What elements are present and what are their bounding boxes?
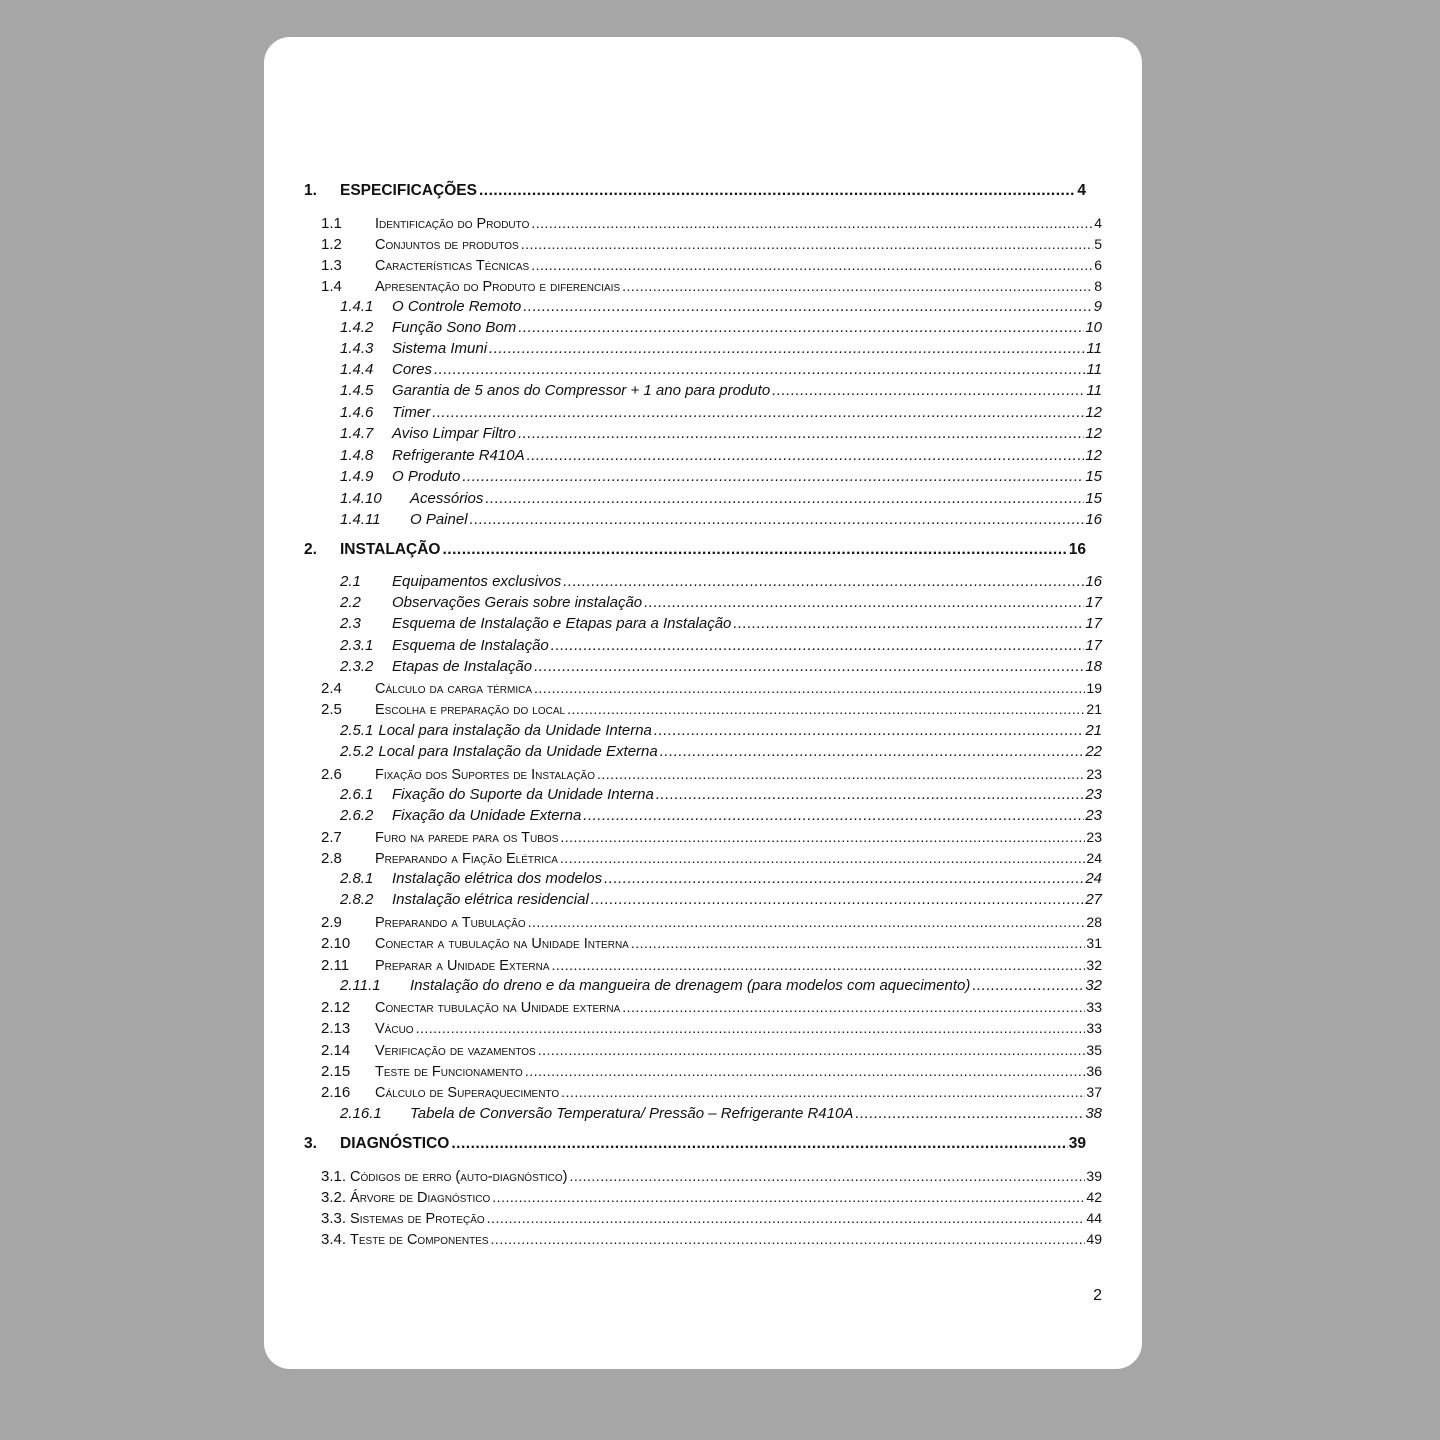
toc-dot-leader <box>560 827 1085 847</box>
toc-entry-title: Garantia de 5 anos do Compressor + 1 ano para produto <box>392 382 771 399</box>
toc-entry-title: Características Técnicas <box>375 258 530 274</box>
toc-entry-number: 2.8.1 <box>340 870 374 887</box>
toc-dot-leader <box>432 403 1084 423</box>
toc-entry-number: 1.4.4 <box>340 361 374 378</box>
toc-entry[interactable] <box>321 764 1102 785</box>
toc-dot-leader <box>733 614 1084 634</box>
toc-dot-leader <box>470 510 1085 530</box>
toc-entry-title: Aviso Limpar Filtro <box>392 425 516 442</box>
toc-entry-page: 18 <box>1085 658 1102 675</box>
toc-entry-title: Preparando a Tubulação <box>375 915 526 931</box>
toc-entry-page: 22 <box>1085 743 1102 760</box>
toc-dot-leader <box>644 593 1084 613</box>
toc-entry[interactable] <box>340 721 1102 741</box>
toc-entry[interactable] <box>321 1018 1102 1039</box>
toc-dot-leader <box>569 1166 1085 1186</box>
toc-dot-leader <box>518 424 1084 444</box>
toc-entry-title: Função Sono Bom <box>392 319 517 336</box>
toc-entry-page: 32 <box>1085 977 1102 994</box>
table-of-contents <box>264 37 1142 1369</box>
toc-entry-title: Preparar a Unidade Externa <box>375 958 550 974</box>
toc-dot-leader <box>660 742 1085 762</box>
toc-entry-number: 1.4.2 <box>340 319 374 336</box>
toc-dot-leader <box>591 890 1085 910</box>
toc-entry-page: 12 <box>1085 425 1102 442</box>
toc-entry-page: 23 <box>1085 786 1102 803</box>
toc-entry-page: 23 <box>1086 766 1102 782</box>
toc-entry-number: 2. <box>304 541 317 558</box>
toc-entry[interactable] <box>321 848 1102 869</box>
toc-entry-page: 4 <box>1077 182 1086 199</box>
toc-entry-page: 23 <box>1085 807 1102 824</box>
toc-entry-number: 2.3.2 <box>340 658 374 675</box>
toc-entry-page: 32 <box>1086 957 1102 973</box>
toc-entry-number: 1. <box>304 182 317 199</box>
toc-entry[interactable] <box>321 1040 1102 1061</box>
toc-entry-page: 21 <box>1085 722 1102 739</box>
toc-entry[interactable] <box>340 742 1102 762</box>
toc-dot-leader <box>492 1187 1085 1207</box>
toc-entry-page: 39 <box>1068 1135 1086 1152</box>
toc-entry-number: 2.12 <box>321 999 351 1016</box>
toc-entry[interactable] <box>340 360 1102 380</box>
toc-entry-page: 37 <box>1086 1084 1102 1100</box>
toc-dot-leader <box>855 1104 1084 1124</box>
toc-entry-page: 6 <box>1094 257 1102 273</box>
toc-entry-title: Apresentação do Produto e diferenciais <box>375 279 621 295</box>
toc-entry-number: 2.10 <box>321 935 351 952</box>
toc-entry[interactable] <box>340 446 1102 466</box>
toc-entry-title: Equipamentos exclusivos <box>392 573 562 590</box>
toc-entry-number: 2.13 <box>321 1020 351 1037</box>
toc-dot-leader <box>434 360 1085 380</box>
toc-dot-leader <box>538 1040 1086 1060</box>
toc-entry-page: 16 <box>1085 573 1102 590</box>
toc-entry-page: 24 <box>1086 850 1102 866</box>
toc-entry-page: 27 <box>1085 891 1102 908</box>
toc-dot-leader <box>521 234 1093 254</box>
toc-entry-page: 17 <box>1085 594 1102 611</box>
toc-entry-number: 2.8 <box>321 850 342 867</box>
toc-entry[interactable] <box>340 636 1102 656</box>
toc-dot-leader <box>416 1018 1086 1038</box>
toc-dot-leader <box>552 955 1086 975</box>
toc-entry-page: 15 <box>1085 468 1102 485</box>
toc-dot-leader <box>528 912 1086 932</box>
toc-entry-number: 1.4.6 <box>340 404 374 421</box>
toc-entry[interactable] <box>321 213 1102 234</box>
toc-entry-number: 1.3 <box>321 257 342 274</box>
toc-entry[interactable] <box>340 467 1102 487</box>
toc-entry[interactable] <box>321 1166 1102 1187</box>
toc-dot-leader <box>534 678 1085 698</box>
toc-entry-title: Preparando a Fiação Elétrica <box>375 851 558 867</box>
toc-entry-page: 12 <box>1085 447 1102 464</box>
toc-entry-title: Vácuo <box>375 1021 414 1037</box>
toc-entry[interactable] <box>340 403 1102 423</box>
toc-entry[interactable] <box>340 318 1102 338</box>
toc-entry-title: Cálculo de Superaquecimento <box>375 1085 560 1101</box>
toc-entry-title: O Produto <box>392 468 461 485</box>
toc-entry-title: Cores <box>392 361 433 378</box>
toc-entry-title: Verificação de vazamentos <box>375 1043 536 1059</box>
toc-entry-title: Cálculo da carga térmica <box>375 681 533 697</box>
toc-entry[interactable] <box>340 572 1102 592</box>
toc-entry[interactable] <box>321 997 1102 1018</box>
toc-entry-number: 2.8.2 <box>340 891 374 908</box>
toc-entry-number: 3.2. <box>321 1189 347 1206</box>
toc-entry[interactable] <box>340 381 1102 401</box>
toc-dot-leader <box>622 276 1093 296</box>
toc-entry[interactable] <box>304 1134 1086 1154</box>
toc-entry[interactable] <box>340 510 1102 530</box>
toc-entry-title: Furo na parede para os Tubos <box>375 830 559 846</box>
toc-entry-page: 35 <box>1086 1042 1102 1058</box>
toc-entry-title: Acessórios <box>410 490 484 507</box>
toc-entry-number: 1.4.9 <box>340 468 374 485</box>
toc-dot-leader <box>479 181 1076 201</box>
toc-entry-page: 36 <box>1086 1063 1102 1079</box>
toc-entry-number: 2.1 <box>340 573 361 590</box>
toc-entry[interactable] <box>321 1208 1102 1229</box>
toc-entry-title: Teste de Componentes <box>350 1232 489 1248</box>
toc-dot-leader <box>622 997 1085 1017</box>
toc-dot-leader <box>551 636 1085 656</box>
toc-entry[interactable] <box>321 1187 1102 1208</box>
toc-entry-title: Escolha e preparação do local <box>375 702 566 718</box>
toc-entry-title: Árvore de Diagnóstico <box>350 1190 491 1206</box>
toc-dot-leader <box>772 381 1085 401</box>
toc-entry-page: 9 <box>1093 298 1102 315</box>
toc-entry-page: 28 <box>1086 914 1102 930</box>
toc-entry-number: 3.3. <box>321 1210 347 1227</box>
toc-dot-leader <box>561 1082 1085 1102</box>
toc-entry[interactable] <box>340 424 1102 444</box>
toc-dot-leader <box>631 933 1086 953</box>
toc-entry-page: 42 <box>1086 1189 1102 1205</box>
toc-entry-title: O Painel <box>410 511 468 528</box>
page-number: 2 <box>1093 1287 1102 1304</box>
toc-entry[interactable] <box>321 933 1102 954</box>
toc-entry-number: 2.14 <box>321 1042 351 1059</box>
toc-entry-page: 39 <box>1086 1168 1102 1184</box>
toc-entry[interactable] <box>340 489 1102 509</box>
toc-entry-number: 1.4.3 <box>340 340 374 357</box>
toc-dot-leader <box>531 213 1093 233</box>
toc-entry-title: Conectar a tubulação na Unidade Interna <box>375 936 629 952</box>
toc-entry-page: 33 <box>1086 999 1102 1015</box>
toc-entry-number: 2.3.1 <box>340 637 374 654</box>
toc-dot-leader <box>487 1208 1086 1228</box>
toc-entry-page: 11 <box>1086 340 1102 357</box>
toc-entry-title: Instalação do dreno e da mangueira de drenagem (para modelos com aquecimento) <box>410 977 971 994</box>
toc-entry-number: 1.4.8 <box>340 447 374 464</box>
toc-entry-page: 33 <box>1086 1020 1102 1036</box>
toc-entry-title: Fixação dos Suportes de Instalação <box>375 767 596 783</box>
toc-entry-page: 38 <box>1085 1105 1102 1122</box>
toc-entry[interactable] <box>340 297 1102 317</box>
toc-entry[interactable] <box>340 614 1102 634</box>
toc-dot-leader <box>525 1061 1086 1081</box>
toc-entry-title: Fixação da Unidade Externa <box>392 807 582 824</box>
toc-entry-title: Esquema de Instalação <box>392 637 549 654</box>
toc-entry[interactable] <box>340 785 1102 805</box>
toc-entry-title: DIAGNÓSTICO <box>340 1135 450 1152</box>
toc-entry-number: 2.5.2 <box>340 743 374 760</box>
toc-entry-title: Etapas de Instalação <box>392 658 533 675</box>
toc-dot-leader <box>972 976 1084 996</box>
toc-entry-number: 1.2 <box>321 236 342 253</box>
toc-dot-leader <box>527 446 1085 466</box>
toc-dot-leader <box>560 848 1086 868</box>
toc-entry-title: Códigos de erro (auto-diagnóstico) <box>350 1169 568 1185</box>
toc-entry[interactable] <box>340 806 1102 826</box>
toc-entry-number: 2.15 <box>321 1063 351 1080</box>
toc-dot-leader <box>597 764 1085 784</box>
toc-dot-leader <box>534 657 1084 677</box>
toc-entry[interactable] <box>340 869 1102 889</box>
toc-entry-title: Conjuntos de produtos <box>375 237 519 253</box>
toc-entry[interactable] <box>321 1082 1102 1103</box>
toc-entry-title: Refrigerante R410A <box>392 447 525 464</box>
toc-dot-leader <box>485 489 1084 509</box>
toc-entry-page: 16 <box>1085 511 1102 528</box>
toc-entry-title: Tabela de Conversão Temperatura/ Pressão – Refrigerante R410A <box>410 1105 854 1122</box>
toc-entry-page: 17 <box>1085 615 1102 632</box>
toc-entry-title: O Controle Remoto <box>392 298 522 315</box>
toc-entry-number: 2.16.1 <box>340 1105 382 1122</box>
toc-dot-leader <box>583 806 1084 826</box>
toc-dot-leader <box>604 869 1084 889</box>
toc-entry[interactable] <box>321 699 1102 720</box>
toc-entry-page: 10 <box>1085 319 1102 336</box>
toc-entry[interactable] <box>304 181 1086 201</box>
toc-entry[interactable] <box>304 540 1086 560</box>
toc-entry-page: 44 <box>1086 1210 1102 1226</box>
toc-entry[interactable] <box>321 276 1102 297</box>
toc-entry[interactable] <box>321 827 1102 848</box>
toc-entry-page: 17 <box>1085 637 1102 654</box>
toc-entry-number: 2.2 <box>340 594 361 611</box>
toc-entry[interactable] <box>340 976 1102 996</box>
toc-entry-number: 1.4.11 <box>340 511 381 528</box>
toc-entry-title: Teste de Funcionamento <box>375 1064 523 1080</box>
toc-entry-number: 2.5 <box>321 701 342 718</box>
toc-entry[interactable] <box>340 890 1102 910</box>
toc-entry-page: 31 <box>1086 935 1102 951</box>
toc-entry-title: INSTALAÇÃO <box>340 541 441 558</box>
toc-entry-page: 12 <box>1085 404 1102 421</box>
toc-entry[interactable] <box>340 339 1102 359</box>
toc-entry[interactable] <box>321 234 1102 255</box>
toc-entry-number: 3.1. <box>321 1168 347 1185</box>
toc-entry-title: ESPECIFICAÇÕES <box>340 182 477 199</box>
toc-dot-leader <box>518 318 1084 338</box>
toc-entry-title: Sistemas de Proteção <box>350 1211 485 1227</box>
toc-entry[interactable] <box>321 1061 1102 1082</box>
toc-dot-leader <box>462 467 1084 487</box>
toc-entry[interactable] <box>321 912 1102 933</box>
toc-entry-number: 2.3 <box>340 615 361 632</box>
toc-dot-leader <box>654 721 1084 741</box>
toc-entry-page: 11 <box>1086 382 1102 399</box>
toc-entry-page: 15 <box>1085 490 1102 507</box>
toc-entry-title: Local para Instalação da Unidade Externa <box>378 743 658 760</box>
toc-entry-title: Instalação elétrica dos modelos <box>392 870 603 887</box>
toc-entry-number: 3.4. <box>321 1231 347 1248</box>
toc-entry[interactable] <box>340 593 1102 613</box>
toc-entry-number: 1.4 <box>321 278 342 295</box>
toc-entry-title: Instalação elétrica residencial <box>392 891 589 908</box>
toc-entry[interactable] <box>321 255 1102 276</box>
toc-entry-number: 1.1 <box>321 215 342 232</box>
toc-entry-page: 49 <box>1086 1231 1102 1247</box>
toc-entry-title: Fixação do Suporte da Unidade Interna <box>392 786 654 803</box>
toc-entry-number: 2.9 <box>321 914 342 931</box>
toc-entry-page: 8 <box>1094 278 1102 294</box>
toc-dot-leader <box>563 572 1084 592</box>
toc-dot-leader <box>442 540 1067 560</box>
toc-dot-leader <box>567 699 1085 719</box>
toc-entry-number: 2.6.1 <box>340 786 374 803</box>
toc-entry-title: Observações Gerais sobre instalação <box>392 594 643 611</box>
toc-entry-title: Sistema Imuni <box>392 340 488 357</box>
toc-dot-leader <box>489 339 1085 359</box>
toc-entry-title: Esquema de Instalação e Etapas para a Instalação <box>392 615 732 632</box>
toc-entry-page: 23 <box>1086 829 1102 845</box>
toc-entry[interactable] <box>321 955 1102 976</box>
toc-entry-title: Local para instalação da Unidade Interna <box>378 722 652 739</box>
toc-dot-leader <box>656 785 1084 805</box>
toc-entry-number: 3. <box>304 1135 317 1152</box>
toc-entry-page: 5 <box>1094 236 1102 252</box>
toc-entry[interactable] <box>321 1229 1102 1250</box>
toc-entry-page: 21 <box>1086 701 1102 717</box>
toc-entry-number: 2.11 <box>321 957 350 974</box>
toc-entry[interactable] <box>340 657 1102 677</box>
toc-entry-page: 19 <box>1086 680 1102 696</box>
toc-entry-number: 2.16 <box>321 1084 351 1101</box>
toc-entry-title: Timer <box>392 404 431 421</box>
toc-entry-number: 2.5.1 <box>340 722 374 739</box>
toc-dot-leader <box>531 255 1093 275</box>
toc-entry-page: 4 <box>1094 215 1102 231</box>
toc-dot-leader <box>451 1134 1067 1154</box>
toc-entry-number: 2.6.2 <box>340 807 374 824</box>
toc-entry-number: 1.4.10 <box>340 490 382 507</box>
toc-entry-page: 11 <box>1086 361 1102 378</box>
toc-entry-number: 2.6 <box>321 766 342 783</box>
toc-dot-leader <box>491 1229 1086 1249</box>
toc-entry-number: 1.4.1 <box>340 298 374 315</box>
document-page <box>264 37 1142 1369</box>
toc-entry[interactable] <box>340 1104 1102 1124</box>
toc-entry-title: Conectar tubulação na Unidade externa <box>375 1000 621 1016</box>
toc-entry-number: 2.4 <box>321 680 342 697</box>
toc-dot-leader <box>523 297 1092 317</box>
toc-entry-number: 1.4.7 <box>340 425 374 442</box>
toc-entry-title: Identificação do Produto <box>375 216 530 232</box>
toc-entry[interactable] <box>321 678 1102 699</box>
toc-entry-page: 24 <box>1085 870 1102 887</box>
toc-entry-number: 1.4.5 <box>340 382 374 399</box>
toc-entry-number: 2.7 <box>321 829 342 846</box>
toc-entry-page: 16 <box>1068 541 1086 558</box>
toc-entry-number: 2.11.1 <box>340 977 381 994</box>
